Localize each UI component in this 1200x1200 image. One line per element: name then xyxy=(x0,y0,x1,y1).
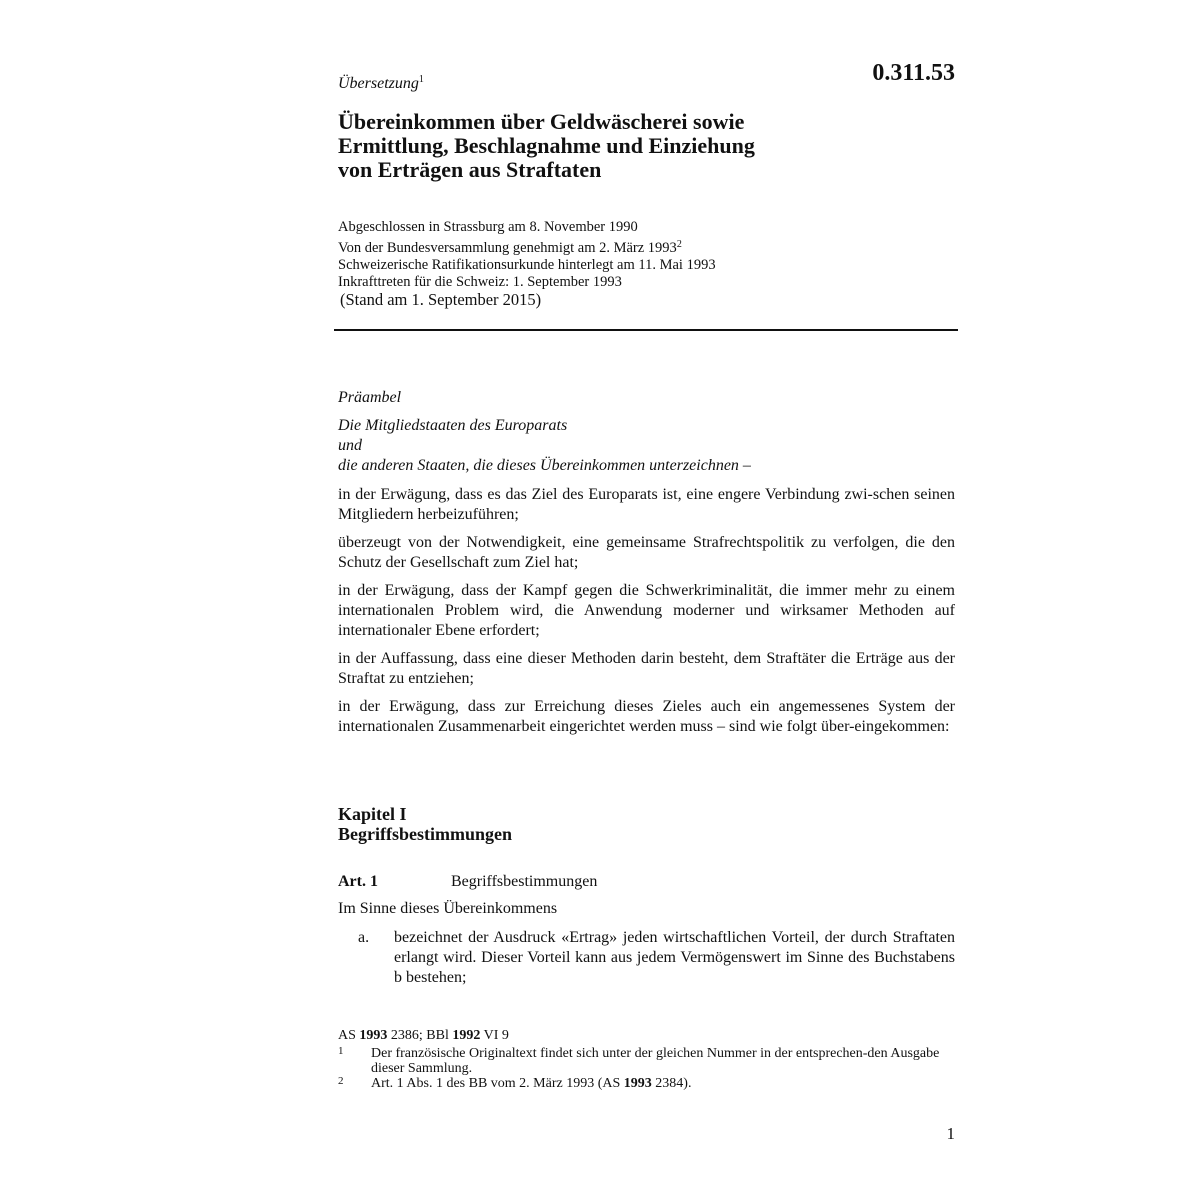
translation-label xyxy=(338,74,424,93)
chapter-title: Begriffsbestimmungen xyxy=(338,824,512,844)
article-lead: Im Sinne dieses Übereinkommens xyxy=(338,900,558,917)
preamble-intro-line-1: Die Mitgliedstaaten des Europarats xyxy=(338,417,568,434)
preamble-clause: in der Erwägung, dass der Kampf gegen die Schwerkriminalität, die immer mehr zu einem internationalen Problem wird, die Anwendung moderner und wirksamer Methoden auf internationaler Ebene erfordert; xyxy=(338,582,955,639)
title-line-2: Ermittlung, Beschlagnahme und Einziehung xyxy=(338,133,755,158)
chapter-number: Kapitel I xyxy=(338,804,407,824)
footnote-ref-1[interactable]: 1 xyxy=(418,74,424,85)
page-number: 1 xyxy=(946,1124,955,1143)
title-line-3: von Erträgen aus Straftaten xyxy=(338,157,602,182)
document-metadata xyxy=(338,219,958,291)
source-reference xyxy=(338,1028,955,1043)
preamble-intro-line-2: und xyxy=(338,437,362,454)
footnote-number: 1 xyxy=(338,1045,344,1057)
article-title: Begriffsbestimmungen xyxy=(451,873,598,890)
status-date: (Stand am 1. September 2015) xyxy=(340,290,542,309)
meta-concluded: Abgeschlossen in Strassburg am 8. November 1990 xyxy=(338,219,638,235)
footnote-number: 2 xyxy=(338,1075,344,1087)
sr-number: 0.311.53 xyxy=(872,60,955,86)
footnote-1 xyxy=(338,1046,955,1076)
footnote-ref-2[interactable]: 2 xyxy=(676,239,682,250)
source-bbl-year: 1992 xyxy=(452,1028,481,1043)
preamble-clauses xyxy=(338,485,955,745)
list-item-marker: a. xyxy=(358,929,370,946)
article-heading xyxy=(338,872,958,892)
meta-approved xyxy=(338,236,958,257)
preamble-clause: in der Erwägung, dass es das Ziel des Europarats ist, eine engere Verbindung zwi-schen seinen Mitgliedern herbeizuführen; xyxy=(338,486,955,523)
preamble-clause: in der Auffassung, dass eine dieser Methoden darin besteht, dem Straftäter die Erträge aus der Straftat zu entziehen; xyxy=(338,650,955,687)
meta-ratification: Schweizerische Ratifikationsurkunde hinterlegt am 11. Mai 1993 xyxy=(338,257,716,273)
meta-approved-text: Von der Bundesversammlung genehmigt am 2. März 1993 xyxy=(338,240,677,256)
article-number: Art. 1 xyxy=(338,873,378,890)
list-item xyxy=(358,928,955,988)
preamble-clause: überzeugt von der Notwendigkeit, eine gemeinsame Strafrechtspolitik zu verfolgen, die den Schutz der Gesellschaft zum Ziel hat; xyxy=(338,534,955,571)
footnote-text-before: Art. 1 Abs. 1 des BB vom 2. März 1993 (AS xyxy=(371,1076,624,1091)
list-item-text: bezeichnet der Ausdruck «Ertrag» jeden wirtschaftlichen Vorteil, der durch Straftaten erlangt wird. Dieser Vorteil kann aus jedem Vermögenswert im Sinne des Buchstabens b bestehen; xyxy=(394,929,955,986)
preamble-heading: Präambel xyxy=(338,389,402,406)
document-title xyxy=(338,110,958,182)
header-divider xyxy=(334,329,958,331)
footnote-year: 1993 xyxy=(623,1076,652,1091)
preamble-intro xyxy=(338,416,955,476)
footnote-text-after: 2384). xyxy=(651,1076,692,1091)
footnote-2 xyxy=(338,1076,955,1091)
footnotes xyxy=(338,1028,955,1091)
source-bbl-rest: VI 9 xyxy=(480,1028,509,1043)
source-as-year: 1993 xyxy=(359,1028,388,1043)
chapter-heading xyxy=(338,804,512,844)
meta-in-force: Inkrafttreten für die Schweiz: 1. September 1993 xyxy=(338,274,622,290)
translation-label-text: Übersetzung xyxy=(338,75,419,92)
preamble-clause: in der Erwägung, dass zur Erreichung dieses Zieles auch ein angemessenes System der internationalen Zusammenarbeit eingerichtet werden muss – sind wie folgt über-eingekommen: xyxy=(338,698,955,735)
footnote-text: Der französische Originaltext findet sich unter der gleichen Nummer in der entsprechen-den Ausgabe dieser Sammlung. xyxy=(371,1046,940,1076)
source-as-label: AS xyxy=(338,1028,360,1043)
preamble-intro-line-3: die anderen Staaten, die dieses Übereinkommen unterzeichnen – xyxy=(338,457,751,474)
source-as-page: 2386; BBl xyxy=(387,1028,453,1043)
title-line-1: Übereinkommen über Geldwäscherei sowie xyxy=(338,109,745,134)
